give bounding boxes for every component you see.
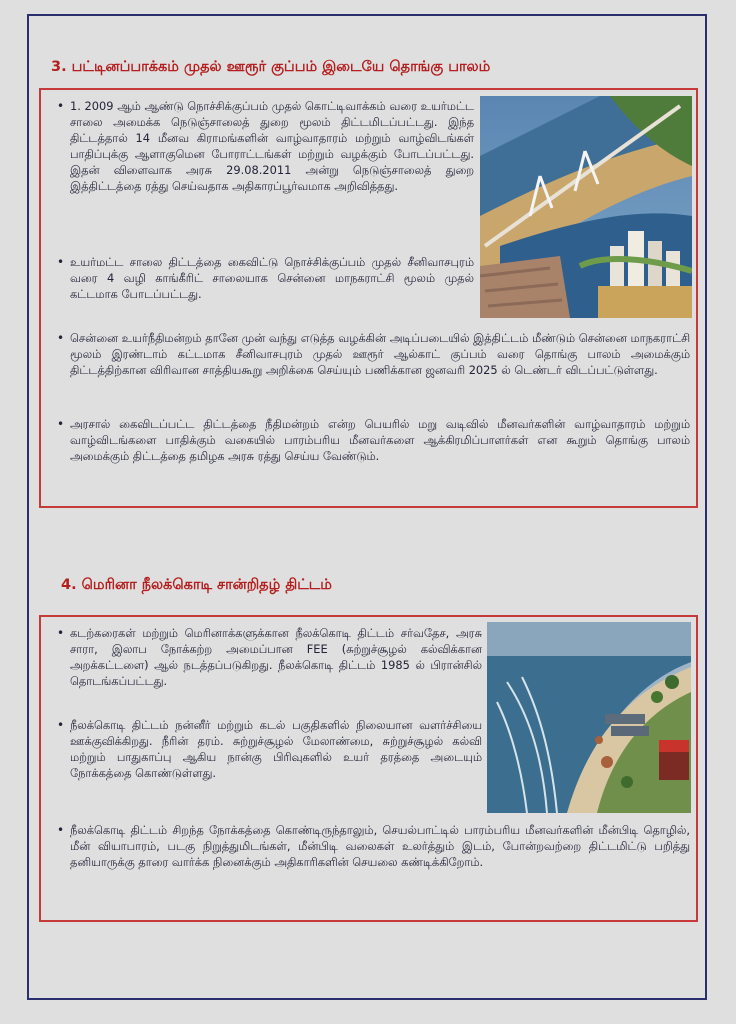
section-3-item-3-text: சென்னை உயர்நீதிமன்றம் தானே முன் வந்து எடுத்த வழக்கின் அடிப்படையில் இத்திட்டம் மீண்டும் சென்னை மாநகராட்சி மூலம் இரண்டாம் கட்டமாக சீனிவாசபுரம் முதல் ஊரூர் ஆல்காட் குப்பம் வரை தொங்கு பாலம் அமைக்கும் திட்டத்திற்கான விரிவான சாத்தியகூறு அறிக்கை செய்யும் பணிக்கான ஜனவரி 2025 ல் டெண்டர் விடப்பட்டுள்ளது. [70,331,690,377]
section-4-item-3-text: நீலக்கொடி திட்டம் சிறந்த நோக்கத்தை கொண்டிருந்தாலும், செயல்பாட்டில் பாரம்பரிய மீனவர்களின் மீன்பிடி தொழில், மீன் வியாபாரம், படகு நிறுத்துமிடங்கள், மீன்பிடி வலைகள் உலர்த்தும் இடம், போன்றவற்றை திட்டமிட்டு பறித்து தனியாருக்கு தாரை வார்க்க நினைக்கும் அதிகாரிகளின் செயலை கண்டிக்கிறோம். [70,823,690,869]
section-4-item-1-text: கடற்கரைகள் மற்றும் மெரினாக்களுக்கான நீலக்கொடி திட்டம் சர்வதேச, அரசு சாரா, இலாப நோக்கற்ற அமைப்பான FEE (சுற்றுச்சூழல் கல்விக்கான அறக்கட்டளை) ஆல் நடத்தப்படுகிறது. நீலக்கொடி திட்டம் 1985 ல் பிரான்சில் தொடங்கப்பட்டது. [70,626,482,688]
section-4-item-3: • நீலக்கொடி திட்டம் சிறந்த நோக்கத்தை கொண்டிருந்தாலும், செயல்பாட்டில் பாரம்பரிய மீனவர்களின் மீன்பிடி தொழில், மீன் வியாபாரம், படகு நிறுத்துமிடங்கள், மீன்பிடி வலைகள் உலர்த்தும் இடம், போன்றவற்றை திட்டமிட்டு பறித்து தனியாருக்கு தாரை வார்க்க நினைக்கும் அதிகாரிகளின் செயலை கண்டிக்கிறோம். [57,823,690,869]
section-4-item-2-text: நீலக்கொடி திட்டம் நன்னீர் மற்றும் கடல் பகுதிகளில் நிலையான வளர்ச்சியை ஊக்குவிக்கிறது. நீரின் தரம். சுற்றுச்சூழல் மேலாண்மை, சுற்றுச்சூழல் கல்வி மற்றும் பாதுகாப்பு ஆகிய நான்கு பிரிவுகளில் உயர் தரத்தை அடையும் நோக்கத்தை கொண்டுள்ளது. [70,718,482,780]
section-3-item-1: • 1. 2009 ஆம் ஆண்டு நொச்சிக்குப்பம் முதல் கொட்டிவாக்கம் வரை உயர்மட்ட சாலை அமைக்க நெடுஞ்சாலைத் துறை மூலம் திட்டமிடப்பட்டது. இந்த திட்டத்தால் 14 மீனவ கிராமங்களின் வாழ்வாதாரம் மற்றும் வாழ்விடங்கள் பாதிப்புக்கு ஆளாகுமென போராட்டங்கள் மற்றும் வழக்கும் போடப்பட்டது. இதன் விளைவாக அரசு 29.08.2011 அன்று நெடுஞ்சாலைத் துறை இத்திட்டத்தை ரத்து செய்வதாக அதிகாரப்பூர்வமாக அறிவித்தது. [57,99,474,193]
section-3-item-2: • உயர்மட்ட சாலை திட்டத்தை கைவிட்டு நொச்சிக்குப்பம் முதல் சீனிவாசபுரம் வரை 4 வழி காங்கீரிட் சாலையாக சென்னை மாநகராட்சி மூலம் முதல் கட்டமாக போடப்பட்டது. [57,255,474,301]
marina-beach-photo [487,622,691,813]
section-3-item-1-text: 1. 2009 ஆம் ஆண்டு நொச்சிக்குப்பம் முதல் கொட்டிவாக்கம் வரை உயர்மட்ட சாலை அமைக்க நெடுஞ்சாலைத் துறை மூலம் திட்டமிடப்பட்டது. இந்த திட்டத்தால் 14 மீனவ கிராமங்களின் வாழ்வாதாரம் மற்றும் வாழ்விடங்கள் பாதிப்புக்கு ஆளாகுமென போராட்டங்கள் மற்றும் வழக்கும் போடப்பட்டது. இதன் விளைவாக அரசு 29.08.2011 அன்று நெடுஞ்சாலைத் துறை இத்திட்டத்தை ரத்து செய்வதாக அதிகாரப்பூர்வமாக அறிவித்தது. [70,99,474,193]
bridge-aerial-photo [480,96,692,318]
section-3-item-3: • சென்னை உயர்நீதிமன்றம் தானே முன் வந்து எடுத்த வழக்கின் அடிப்படையில் இத்திட்டம் மீண்டும் சென்னை மாநகராட்சி மூலம் இரண்டாம் கட்டமாக சீனிவாசபுரம் முதல் ஊரூர் ஆல்காட் குப்பம் வரை தொங்கு பாலம் அமைக்கும் திட்டத்திற்கான விரிவான சாத்தியகூறு அறிக்கை செய்யும் பணிக்கான ஜனவரி 2025 ல் டெண்டர் விடப்பட்டுள்ளது. [57,331,690,377]
section-3-item-2-text: உயர்மட்ட சாலை திட்டத்தை கைவிட்டு நொச்சிக்குப்பம் முதல் சீனிவாசபுரம் வரை 4 வழி காங்கீரிட் சாலையாக சென்னை மாநகராட்சி மூலம் முதல் கட்டமாக போடப்பட்டது. [70,255,474,301]
section-4-title: 4. மெரினா நீலக்கொடி சான்றிதழ் திட்டம் [61,577,332,593]
section-3-title: 3. பட்டினப்பாக்கம் முதல் ஊரூர் குப்பம் இடையே தொங்கு பாலம் [51,59,491,75]
section-4-item-1: • கடற்கரைகள் மற்றும் மெரினாக்களுக்கான நீலக்கொடி திட்டம் சர்வதேச, அரசு சாரா, இலாப நோக்கற்ற அமைப்பான FEE (சுற்றுச்சூழல் கல்விக்கான அறக்கட்டளை) ஆல் நடத்தப்படுகிறது. நீலக்கொடி திட்டம் 1985 ல் பிரான்சில் தொடங்கப்பட்டது. [57,626,482,688]
section-3-item-4: • அரசால் கைவிடப்பட்ட திட்டத்தை நீதிமன்றம் என்ற பெயரில் மறு வடிவில் மீனவர்களின் வாழ்வாதாரம் மற்றும் வாழ்விடங்களை பாதிக்கும் வகையில் பாரம்பரிய மீனவர்களை ஆக்கிரமிப்பாளர்கள் என கூறும் தொங்கு பாலம் அமைக்கும் திட்டத்தை தமிழக அரசு ரத்து செய்ய வேண்டும். [57,417,690,463]
section-4-item-2: • நீலக்கொடி திட்டம் நன்னீர் மற்றும் கடல் பகுதிகளில் நிலையான வளர்ச்சியை ஊக்குவிக்கிறது. நீரின் தரம். சுற்றுச்சூழல் மேலாண்மை, சுற்றுச்சூழல் கல்வி மற்றும் பாதுகாப்பு ஆகிய நான்கு பிரிவுகளில் உயர் தரத்தை அடையும் நோக்கத்தை கொண்டுள்ளது. [57,718,482,780]
section-3-item-4-text: அரசால் கைவிடப்பட்ட திட்டத்தை நீதிமன்றம் என்ற பெயரில் மறு வடிவில் மீனவர்களின் வாழ்வாதாரம் மற்றும் வாழ்விடங்களை பாதிக்கும் வகையில் பாரம்பரிய மீனவர்களை ஆக்கிரமிப்பாளர்கள் என கூறும் தொங்கு பாலம் அமைக்கும் திட்டத்தை தமிழக அரசு ரத்து செய்ய வேண்டும். [70,417,690,463]
